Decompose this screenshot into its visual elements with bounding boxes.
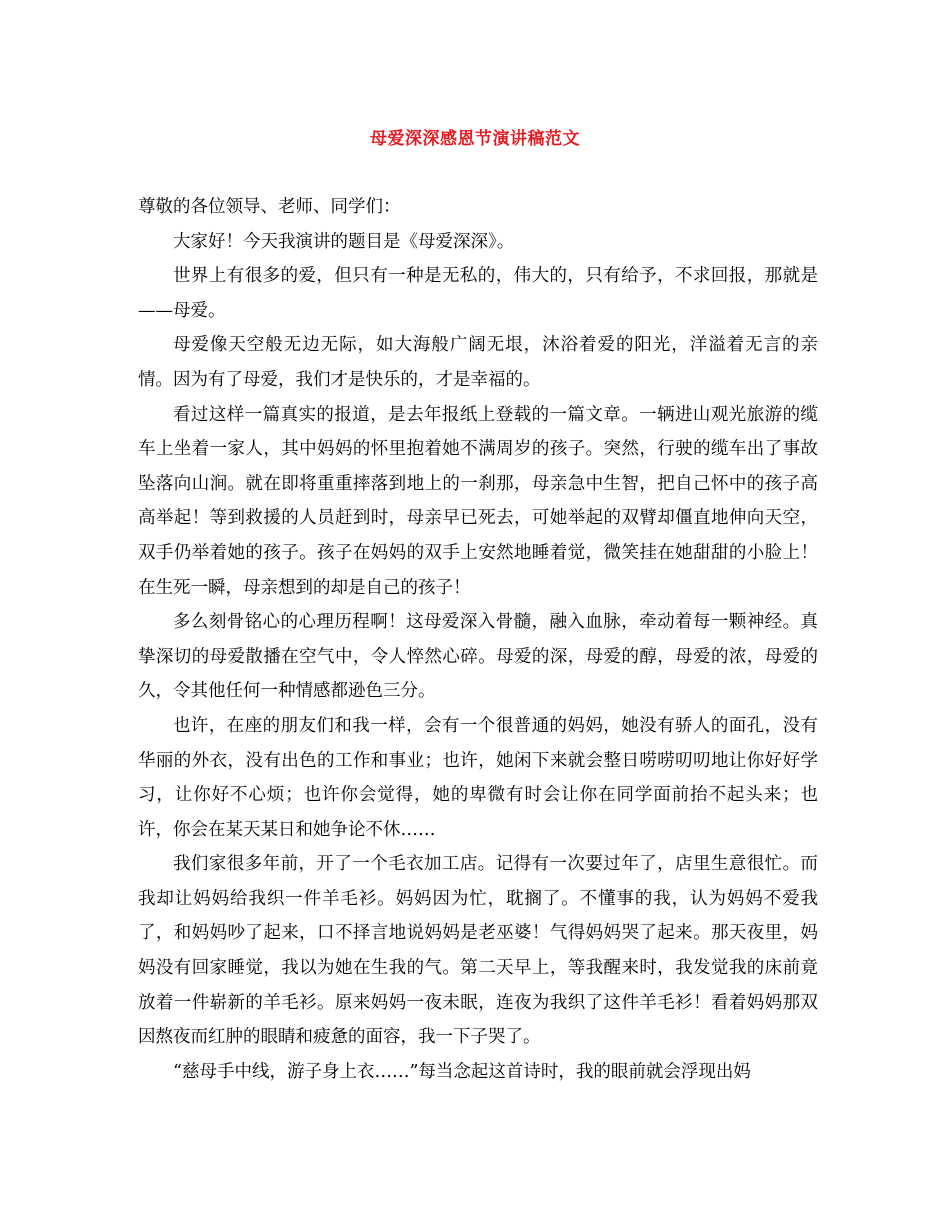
body-paragraph: 我们家很多年前，开了一个毛衣加工店。记得有一次要过年了，店里生意很忙。而我却让妈妈给我织一件羊毛衫。妈妈因为忙，耽搁了。不懂事的我，认为妈妈不爱我了，和妈妈吵了起来，口不择言地说妈妈是老巫婆！气得妈妈哭了起来。那天夜里，妈妈没有回家睡觉，我以为她在生我的气。第二天早上，等我醒来时，我发觉我的床前竟放着一件崭新的羊毛衫。原来妈妈一夜未眠，连夜为我织了这件羊毛衫！看着妈妈那双因熬夜而红肿的眼睛和疲惫的面容，我一下子哭了。: [138, 854, 818, 1048]
greeting-paragraph: 大家好！今天我演讲的题目是《母爱深深》。: [173, 231, 515, 252]
document-body: [138, 190, 818, 1089]
body-paragraph: “慈母手中线，游子身上衣……”每当念起这首诗时，我的眼前就会浮现出妈: [173, 1061, 751, 1082]
document-title: 母爱深深感恩节演讲稿范文: [370, 129, 580, 149]
salutation-paragraph: 尊敬的各位领导、老师、同学们：: [138, 197, 401, 217]
body-paragraph: 看过这样一篇真实的报道，是去年报纸上登载的一篇文章。一辆进山观光旅游的缆车上坐着一家人，其中妈妈的怀里抱着她不满周岁的孩子。突然，行驶的缆车出了事故坠落向山涧。就在即将重重摔落到地上的一刹那，母亲急中生智，把自己怀中的孩子高高举起！等到救援的人员赶到时，母亲早已死去，可她举起的双臂却僵直地伸向天空，双手仍举着她的孩子。孩子在妈妈的双手上安然地睡着觉，微笑挂在她甜甜的小脸上！在生死一瞬，母亲想到的却是自己的孩子！: [138, 404, 818, 598]
body-paragraph: 世界上有很多的爱，但只有一种是无私的，伟大的，只有给予，不求回报，那就是——母爱。: [138, 266, 818, 321]
body-paragraph: 多么刻骨铭心的心理历程啊！这母爱深入骨髓，融入血脉，牵动着每一颗神经。真挚深切的母爱散播在空气中，令人悴然心碎。母爱的深，母爱的醇，母爱的浓，母爱的久，令其他任何一种情感都逊色三分。: [138, 612, 818, 702]
body-paragraph: 母爱像天空般无边无际，如大海般广阔无垠，沐浴着爱的阳光，洋溢着无言的亲情。因为有了母爱，我们才是快乐的，才是幸福的。: [138, 335, 818, 390]
body-paragraph: 也许，在座的朋友们和我一样，会有一个很普通的妈妈，她没有骄人的面孔，没有华丽的外衣，没有出色的工作和事业；也许，她闲下来就会整日唠唠叨叨地让你好好学习，让你好不心烦；也许你会觉得，她的卑微有时会让你在同学面前抬不起头来；也许，你会在某天某日和她争论不休……: [138, 715, 818, 840]
